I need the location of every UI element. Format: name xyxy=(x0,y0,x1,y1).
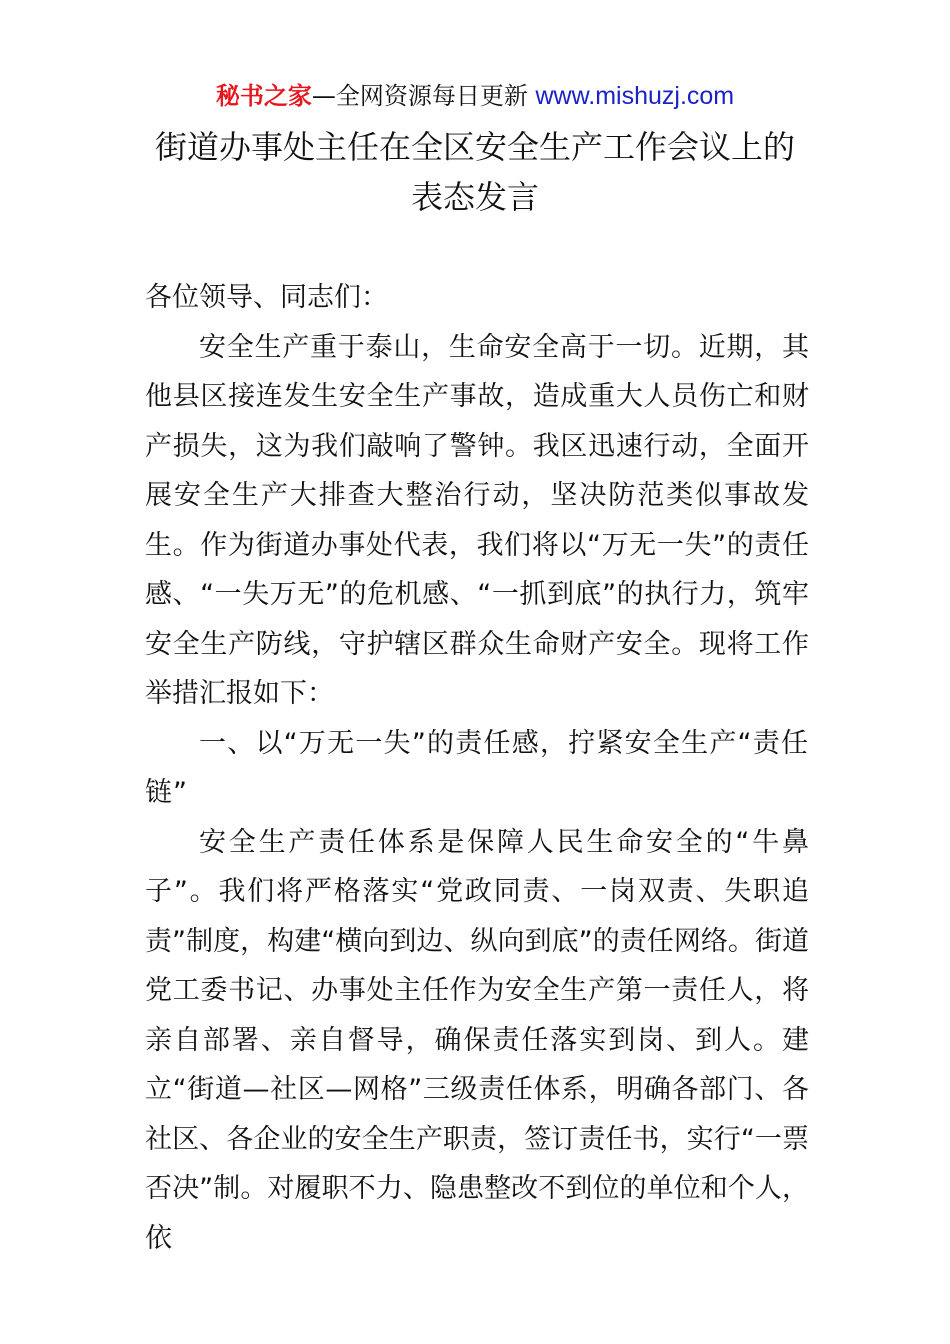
header-slogan: —全网资源每日更新 xyxy=(311,82,528,110)
site-header xyxy=(0,78,950,114)
brand-name: 秘书之家 xyxy=(215,82,312,110)
paragraph-responsibility: 安全生产责任体系是保障人民生命安全的“牛鼻子”。我们将严格落实“党政同责、一岗双责、失职追责”制度，构建“横向到边、纵向到底”的责任网络。街道党工委书记、办事处主任作为安全生产第一责任人，将亲自部署、亲自督导，确保责任落实到岗、到人。建立“街道—社区—网格”三级责任体系，明确各部门、各社区、各企业的安全生产职责，签订责任书，实行“一票否决”制。对履职不力、隐患整改不到位的单位和个人，依 xyxy=(145,826,809,1254)
paragraph-intro: 安全生产重于泰山，生命安全高于一切。近期，其他县区接连发生安全生产事故，造成重大人员伤亡和财产损失，这为我们敲响了警钟。我区迅速行动，全面开展安全生产大排查大整治行动，坚决防范类似事故发生。作为街道办事处代表，我们将以“万无一失”的责任感、“一失万无”的危机感、“一抓到底”的执行力，筑牢安全生产防线，守护辖区群众生命财产安全。现将工作举措汇报如下： xyxy=(145,331,809,709)
site-url-link[interactable]: www.mishuzj.com xyxy=(535,82,735,110)
section-heading-1: 一、以“万无一失”的责任感，拧紧安全生产“责任链” xyxy=(145,727,809,808)
title-line-1: 街道办事处主任在全区安全生产工作会议上的 xyxy=(154,128,795,166)
title-line-2: 表态发言 xyxy=(410,178,539,216)
document-title xyxy=(100,122,850,222)
document-body xyxy=(145,273,809,1263)
salutation: 各位领导、同志们： xyxy=(145,282,388,313)
